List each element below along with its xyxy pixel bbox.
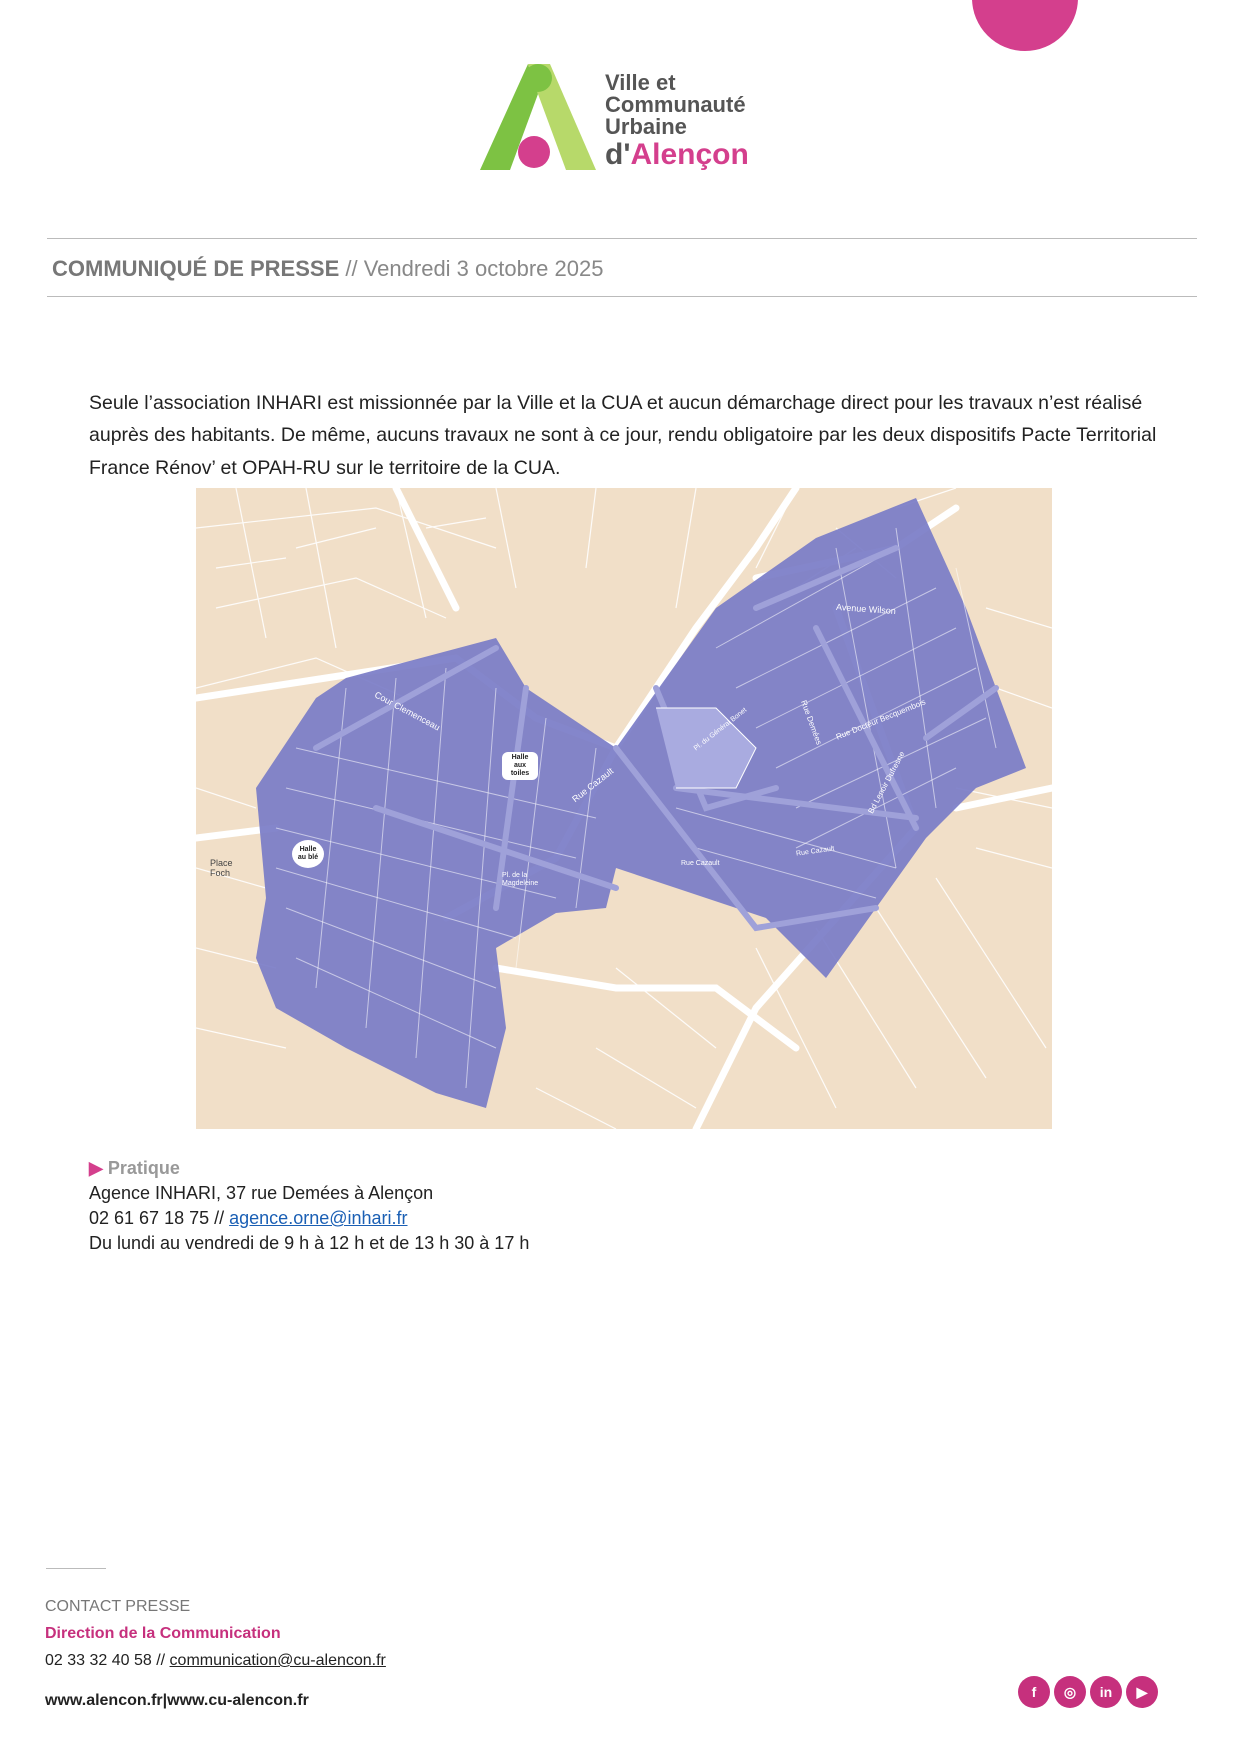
map-label-pl-general-bonet: Pl. du Général Bonet	[692, 706, 749, 753]
map-label-halle-ble: Halle au blé	[292, 840, 324, 868]
agency-separator: //	[209, 1208, 230, 1228]
logo-mark-icon	[480, 64, 600, 174]
map-label-rue-cazault: Rue Cazault	[570, 765, 616, 805]
map-label-bd-lenoir-dufresne: Bd Lenoir Dufresne	[866, 749, 907, 816]
footer-websites	[45, 1692, 309, 1710]
body-paragraph: Seule l’association INHARI est missionnée par la Ville et la CUA et aucun démarchage direct pour les travaux n’est réalisé auprès des habitants. De même, aucuns travaux ne sont à ce jour, rendu obligatoire par les deux dispositifs Pacte Territorial France Rénov’ et OPAH-RU sur le territoire de la CUA.	[89, 391, 1157, 479]
press-contact-label: CONTACT PRESSE	[45, 1598, 191, 1615]
corner-decoration	[972, 0, 1078, 51]
opah-ru-zone	[256, 498, 1026, 1108]
footer-short-rule	[46, 1568, 106, 1569]
website-alencon-link[interactable]: www.alencon.fr	[45, 1692, 163, 1709]
press-contact-row	[45, 1647, 386, 1674]
map-label-place-foch: Place Foch	[210, 858, 233, 878]
press-release-date: Vendredi 3 octobre 2025	[363, 256, 604, 281]
website-cu-alencon-link[interactable]: www.cu-alencon.fr	[167, 1692, 309, 1709]
header-separator: //	[339, 256, 364, 281]
practical-title-row	[89, 1156, 529, 1181]
website-divider: |	[162, 1692, 168, 1709]
city-logo	[480, 64, 770, 174]
agency-email-link[interactable]: agence.orne@inhari.fr	[229, 1208, 408, 1228]
header-bottom-rule	[47, 296, 1197, 297]
logo-prefix: d'	[605, 138, 631, 171]
map-label-rue-demees: Rue Demées	[799, 699, 824, 746]
opah-ru-zone-map	[196, 488, 1052, 1129]
press-contact-department: Direction de la Communication	[45, 1625, 281, 1642]
logo-line-4	[605, 138, 749, 172]
logo-line-1: Ville et	[605, 70, 676, 95]
press-contact	[45, 1593, 386, 1674]
press-release-label: COMMUNIQUÉ DE PRESSE	[52, 256, 340, 281]
agency-hours: Du lundi au vendredi de 9 h à 12 h et de 13 h 30 à 17 h	[89, 1233, 530, 1253]
map-label-rue-cazault-3: Rue Cazault	[795, 845, 835, 858]
press-release-header	[52, 256, 603, 282]
header-top-rule	[47, 238, 1197, 239]
logo-line-3: Urbaine	[605, 114, 687, 139]
press-contact-phone: 02 33 32 40 58	[45, 1652, 152, 1669]
map-label-cour-clemenceau: Cour Clemenceau	[372, 689, 442, 733]
press-contact-email-link[interactable]: communication@cu-alencon.fr	[169, 1652, 386, 1669]
instagram-icon[interactable]: ◎	[1054, 1676, 1086, 1708]
agency-contact-row	[89, 1206, 529, 1231]
logo-wordmark	[605, 72, 749, 172]
practical-title: Pratique	[107, 1158, 180, 1178]
street-map-graphic	[196, 488, 1052, 1129]
play-arrow-icon: ▶	[89, 1158, 103, 1178]
map-label-rue-cazault-2: Rue Cazault	[681, 860, 720, 867]
logo-city-name: Alençon	[630, 138, 749, 171]
agency-address: Agence INHARI, 37 rue Demées à Alençon	[89, 1183, 434, 1203]
practical-info	[89, 1156, 529, 1256]
youtube-icon[interactable]: ▶	[1126, 1676, 1158, 1708]
map-label-pl-magdeleine: Pl. de la Magdeleine	[502, 872, 539, 887]
agency-phone: 02 61 67 18 75	[89, 1208, 210, 1228]
press-contact-separator: //	[151, 1652, 170, 1669]
map-label-halle-toiles: Halle aux toiles	[502, 752, 538, 780]
map-label-avenue-wilson: Avenue Wilson	[835, 601, 897, 617]
social-links	[1018, 1676, 1158, 1708]
facebook-icon[interactable]: f	[1018, 1676, 1050, 1708]
logo-line-2: Communauté	[605, 92, 746, 117]
map-label-rue-docteur-becquembois: Rue Docteur Becquembois	[834, 697, 927, 742]
linkedin-icon[interactable]: in	[1090, 1676, 1122, 1708]
